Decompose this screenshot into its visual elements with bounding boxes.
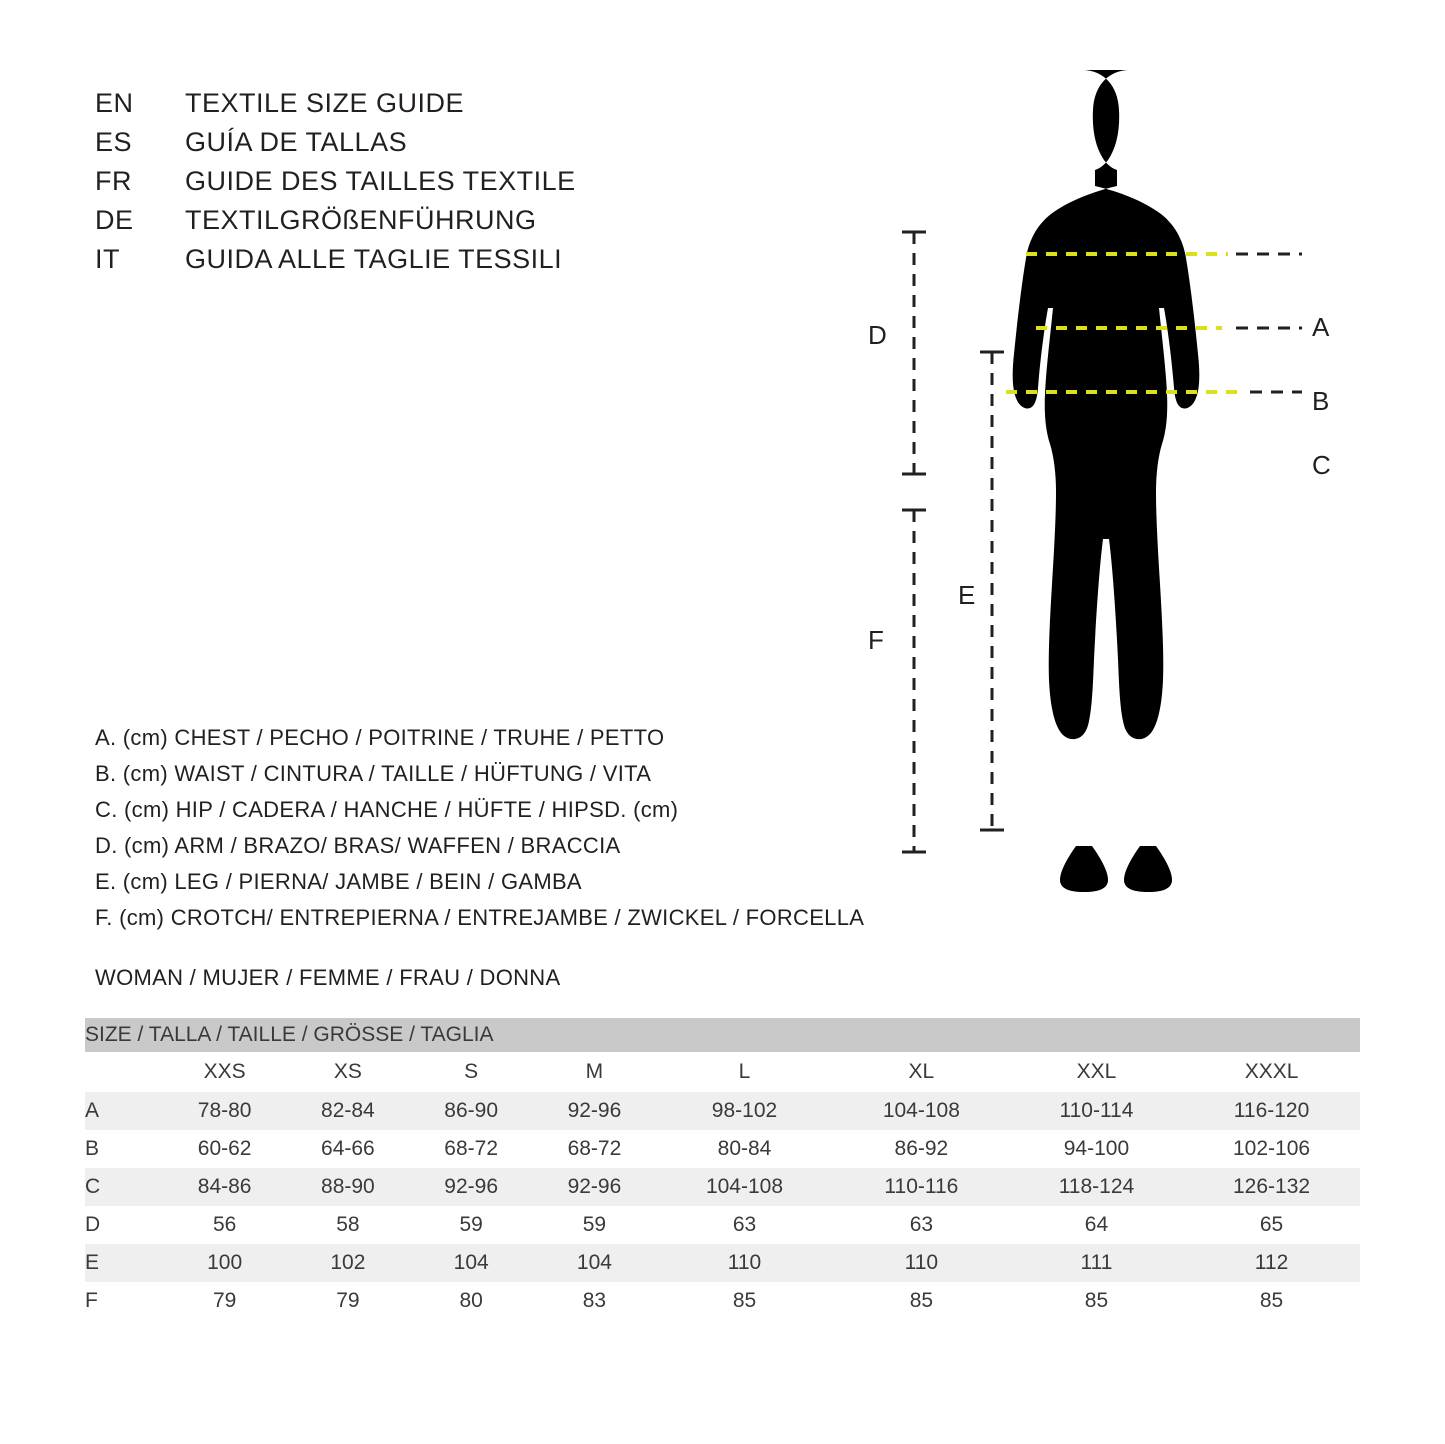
cell-a-xl: 104-108 <box>833 1092 1010 1130</box>
cell-e-s: 104 <box>410 1244 533 1282</box>
title-text-it: GUIDA ALLE TAGLIE TESSILI <box>185 244 563 274</box>
cell-a-l: 98-102 <box>656 1092 833 1130</box>
table-row <box>85 1168 1360 1206</box>
size-header-xxxl: XXXL <box>1183 1052 1360 1092</box>
table-row <box>85 1092 1360 1130</box>
diagram-label-D: D <box>868 320 887 350</box>
cell-e-xxs: 100 <box>163 1244 286 1282</box>
title-block <box>95 88 576 283</box>
cell-b-xl: 86-92 <box>833 1130 1010 1168</box>
diagram-label-A: A <box>1312 312 1330 342</box>
measurement-legend <box>95 725 864 941</box>
table-size-row <box>85 1052 1360 1092</box>
cell-a-xxl: 110-114 <box>1010 1092 1183 1130</box>
title-row-de <box>95 205 576 244</box>
size-header-m: M <box>533 1052 656 1092</box>
cell-d-xl: 63 <box>833 1206 1010 1244</box>
size-header-xs: XS <box>286 1052 409 1092</box>
legend-item-c: C. (cm) HIP / CADERA / HANCHE / HÜFTE / HIPSD. (cm) <box>95 797 679 822</box>
cell-e-xl: 110 <box>833 1244 1010 1282</box>
size-header-xl: XL <box>833 1052 1010 1092</box>
size-header-l: L <box>656 1052 833 1092</box>
cell-d-s: 59 <box>410 1206 533 1244</box>
cell-f-xxl: 85 <box>1010 1282 1183 1320</box>
cell-e-xs: 102 <box>286 1244 409 1282</box>
cell-b-l: 80-84 <box>656 1130 833 1168</box>
title-text-en: TEXTILE SIZE GUIDE <box>185 88 465 118</box>
woman-silhouette-icon <box>1013 70 1200 892</box>
cell-f-xl: 85 <box>833 1282 1010 1320</box>
title-lang-fr: FR <box>95 166 132 196</box>
size-table <box>85 1018 1360 1320</box>
size-header-xxl: XXL <box>1010 1052 1183 1092</box>
title-text-de: TEXTILGRÖßENFÜHRUNG <box>185 205 537 235</box>
row-label-f: F <box>85 1282 163 1320</box>
size-header-s: S <box>410 1052 533 1092</box>
cell-f-xxxl: 85 <box>1183 1282 1360 1320</box>
legend-item-b: B. (cm) WAIST / CINTURA / TAILLE / HÜFTUNG / VITA <box>95 761 652 786</box>
table-header-label: SIZE / TALLA / TAILLE / GRÖSSE / TAGLIA <box>85 1018 1360 1052</box>
row-label-a: A <box>85 1092 163 1130</box>
cell-c-xl: 110-116 <box>833 1168 1010 1206</box>
table-row <box>85 1130 1360 1168</box>
cell-d-xxl: 64 <box>1010 1206 1183 1244</box>
table-corner-cell <box>85 1052 163 1092</box>
row-label-d: D <box>85 1206 163 1244</box>
cell-d-m: 59 <box>533 1206 656 1244</box>
cell-e-xxl: 111 <box>1010 1244 1183 1282</box>
cell-c-l: 104-108 <box>656 1168 833 1206</box>
title-lang-en: EN <box>95 88 134 118</box>
cell-f-xxs: 79 <box>163 1282 286 1320</box>
cell-f-m: 83 <box>533 1282 656 1320</box>
cell-b-m: 68-72 <box>533 1130 656 1168</box>
title-row-it <box>95 244 576 283</box>
cell-a-xs: 82-84 <box>286 1092 409 1130</box>
cell-b-xs: 64-66 <box>286 1130 409 1168</box>
title-lang-de: DE <box>95 205 134 235</box>
cell-a-s: 86-90 <box>410 1092 533 1130</box>
legend-item-d: D. (cm) ARM / BRAZO/ BRAS/ WAFFEN / BRACCIA <box>95 833 621 858</box>
diagram-label-C: C <box>1312 450 1331 480</box>
table-row <box>85 1282 1360 1320</box>
diagram-label-B: B <box>1312 386 1330 416</box>
cell-e-m: 104 <box>533 1244 656 1282</box>
cell-d-xxxl: 65 <box>1183 1206 1360 1244</box>
title-text-fr: GUIDE DES TAILLES TEXTILE <box>185 166 576 196</box>
cell-d-l: 63 <box>656 1206 833 1244</box>
title-row-en <box>95 88 576 127</box>
legend-item-e: E. (cm) LEG / PIERNA/ JAMBE / BEIN / GAMBA <box>95 869 582 894</box>
title-text-es: GUÍA DE TALLAS <box>185 127 408 157</box>
size-header-xxs: XXS <box>163 1052 286 1092</box>
cell-f-l: 85 <box>656 1282 833 1320</box>
diagram-label-E: E <box>958 580 976 610</box>
cell-b-xxxl: 102-106 <box>1183 1130 1360 1168</box>
title-lang-es: ES <box>95 127 133 157</box>
cell-b-s: 68-72 <box>410 1130 533 1168</box>
title-lang-it: IT <box>95 244 120 274</box>
table-row <box>85 1206 1360 1244</box>
row-label-c: C <box>85 1168 163 1206</box>
legend-item-f: F. (cm) CROTCH/ ENTREPIERNA / ENTREJAMBE / ZWICKEL / FORCELLA <box>95 905 865 930</box>
cell-f-xs: 79 <box>286 1282 409 1320</box>
cell-b-xxl: 94-100 <box>1010 1130 1183 1168</box>
cell-c-s: 92-96 <box>410 1168 533 1206</box>
cell-f-s: 80 <box>410 1282 533 1320</box>
cell-c-xxs: 84-86 <box>163 1168 286 1206</box>
cell-c-xxl: 118-124 <box>1010 1168 1183 1206</box>
cell-c-xxxl: 126-132 <box>1183 1168 1360 1206</box>
cell-b-xxs: 60-62 <box>163 1130 286 1168</box>
diagram-label-F: F <box>868 625 884 655</box>
cell-a-xxs: 78-80 <box>163 1092 286 1130</box>
cell-a-xxxl: 116-120 <box>1183 1092 1360 1130</box>
row-label-b: B <box>85 1130 163 1168</box>
row-label-e: E <box>85 1244 163 1282</box>
cell-c-xs: 88-90 <box>286 1168 409 1206</box>
cell-a-m: 92-96 <box>533 1092 656 1130</box>
cell-d-xxs: 56 <box>163 1206 286 1244</box>
cell-c-m: 92-96 <box>533 1168 656 1206</box>
table-row <box>85 1244 1360 1282</box>
measurement-diagram <box>830 40 1390 940</box>
title-row-es <box>95 127 576 166</box>
cell-d-xs: 58 <box>286 1206 409 1244</box>
cell-e-l: 110 <box>656 1244 833 1282</box>
title-row-fr <box>95 166 576 205</box>
gender-caption: WOMAN / MUJER / FEMME / FRAU / DONNA <box>95 965 561 990</box>
table-header-row <box>85 1018 1360 1052</box>
legend-item-a: A. (cm) CHEST / PECHO / POITRINE / TRUHE / PETTO <box>95 725 665 750</box>
cell-e-xxxl: 112 <box>1183 1244 1360 1282</box>
